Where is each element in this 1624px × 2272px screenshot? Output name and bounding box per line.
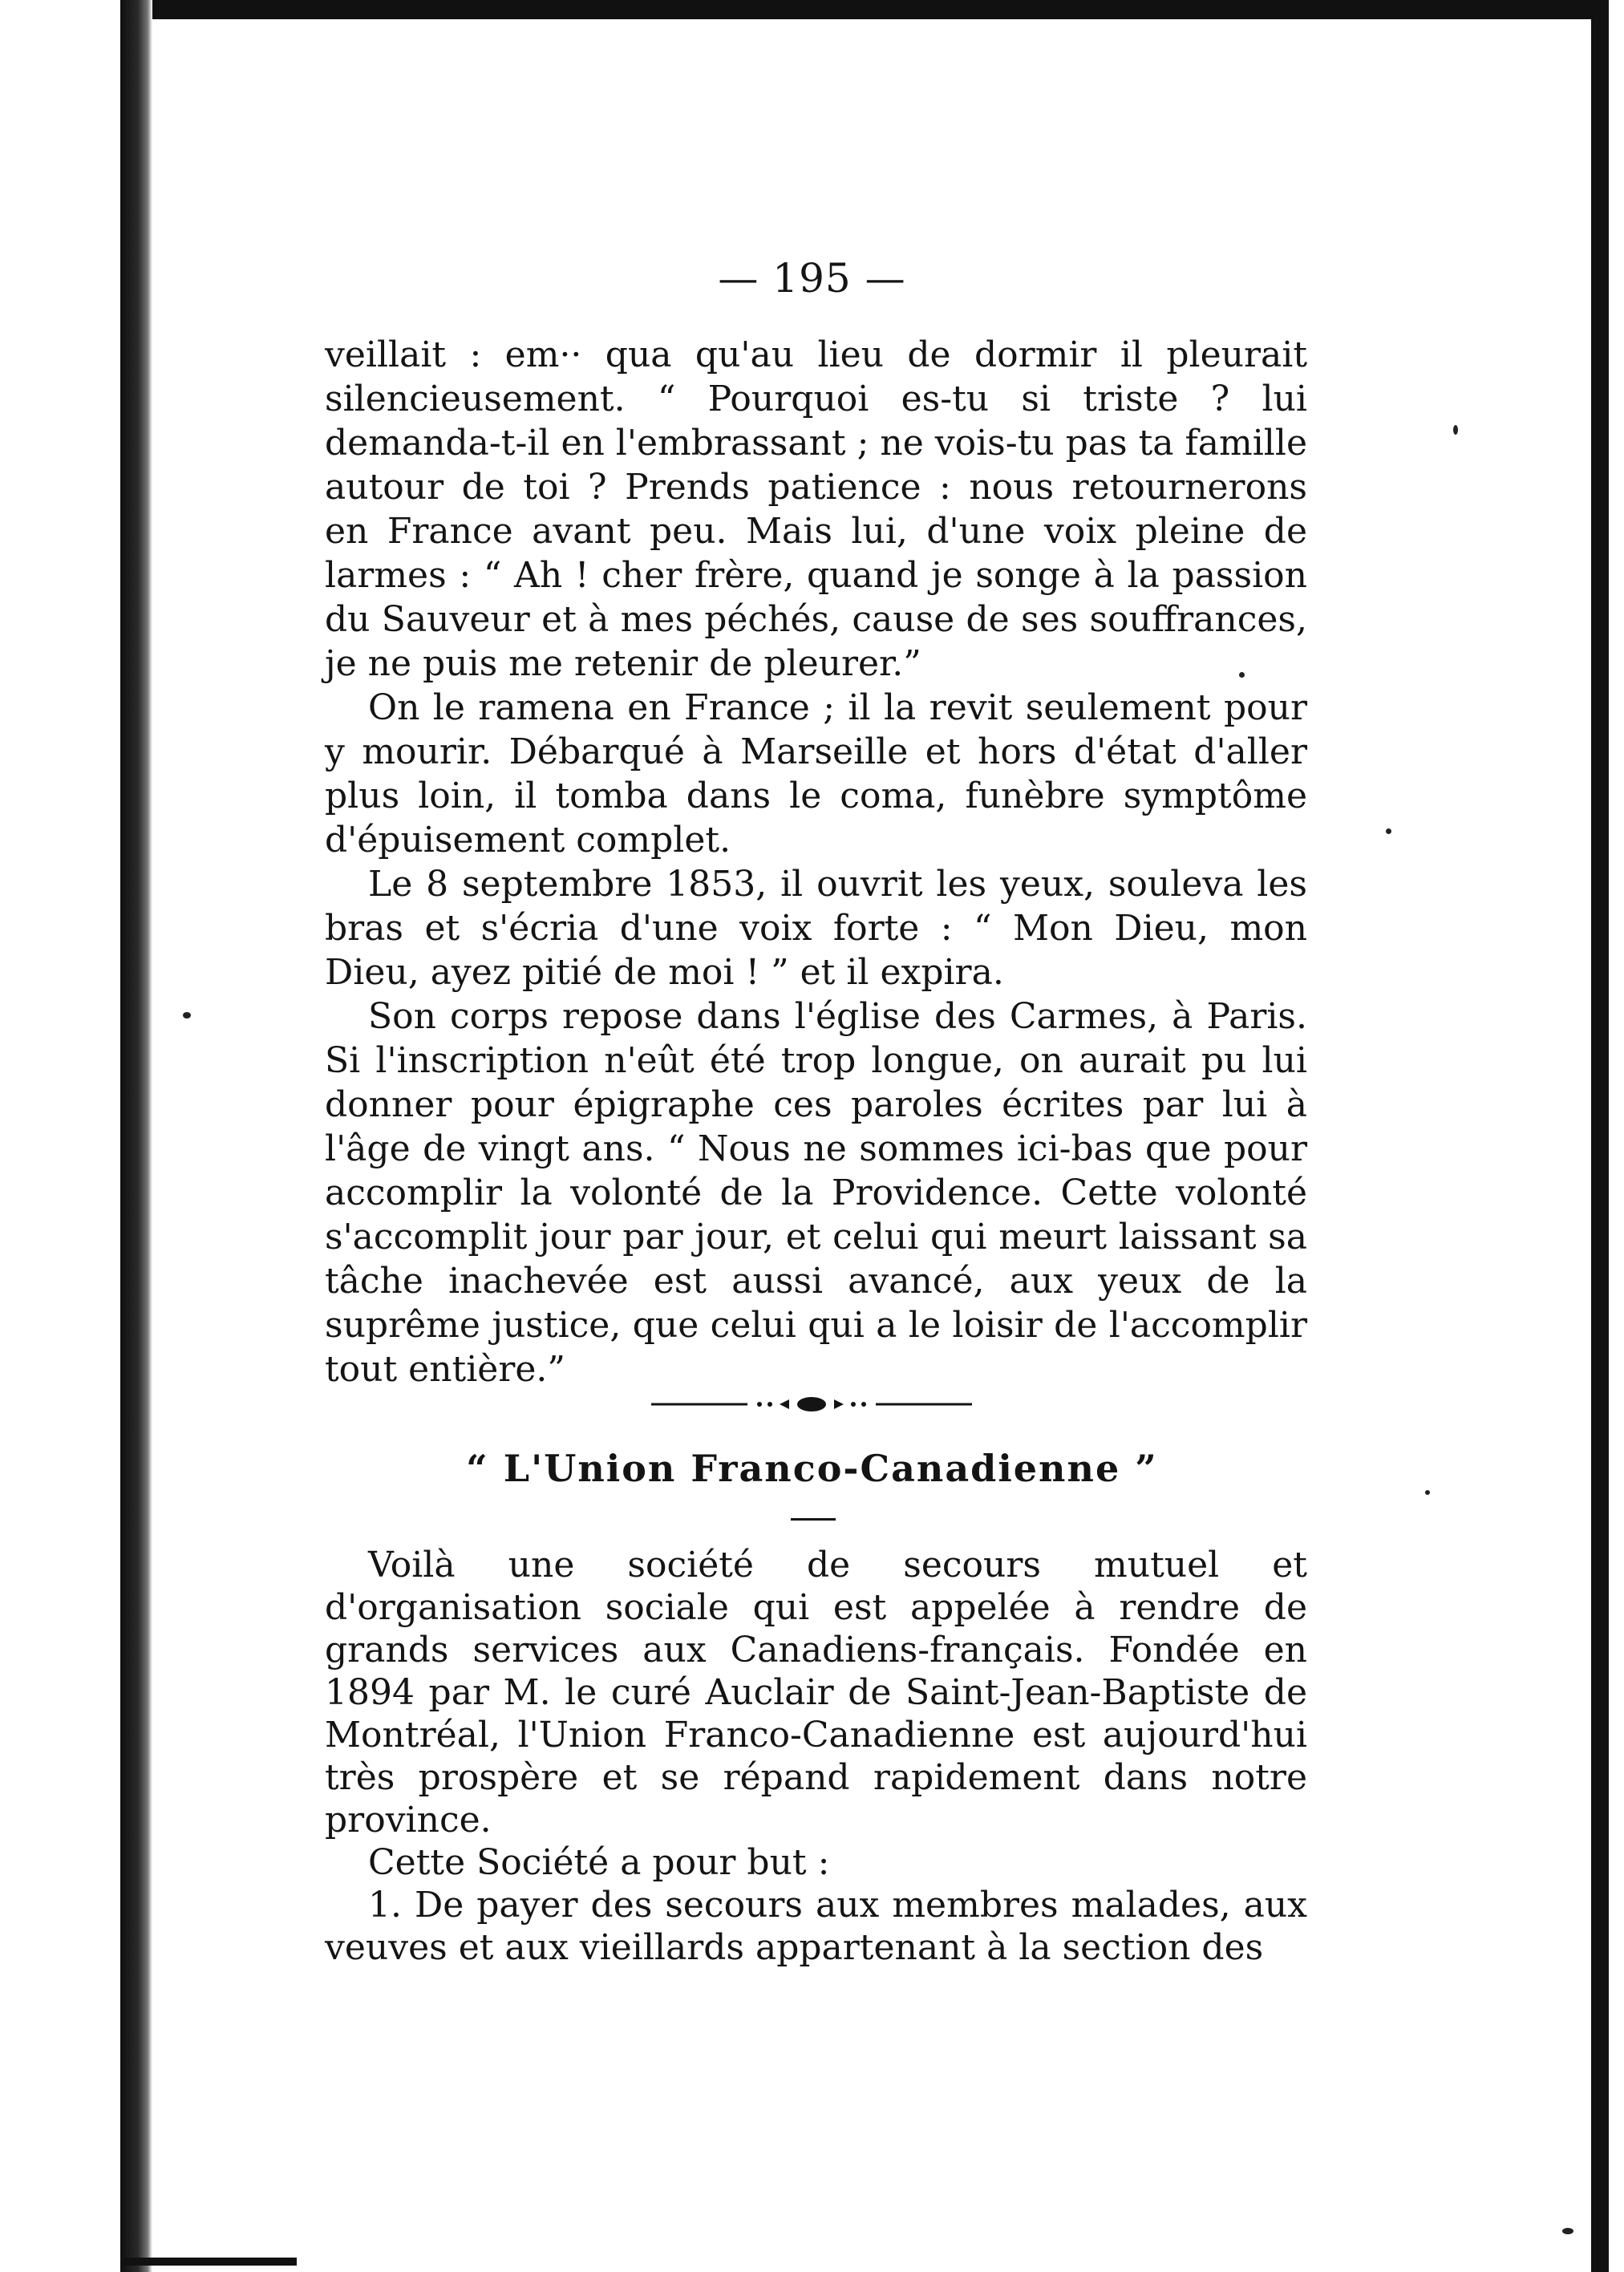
paragraph: Cette Société a pour but : (368, 1842, 830, 1883)
scan-speck (1386, 828, 1391, 834)
paragraph: Le 8 septembre 1853, il ouvrit les yeux, souleva les bras et s'écria d'une voix forte : “ Mon Dieu, mon Dieu, ayez pitié de moi ! ” et il expira. (325, 864, 1307, 993)
paragraph: On le ramena en France ; il la revit seulement pour y mourir. Débarqué à Marseille et hors d'état d'aller plus loin, il tomba dans le coma, funèbre symptôme d'épuisement complet. (325, 687, 1307, 861)
paragraph: Son corps repose dans l'église des Carmes, à Paris. Si l'inscription n'eût été trop longue, on aurait pu lui donner pour épigraphe ces paroles écrites par lui à l'âge de vingt ans. “ Nous ne sommes ici-bas que pour accomplir la volonté de la Providence. Cette volonté s'accomplit jour par jour, et celui qui meurt laissant sa tâche inachevée est aussi avancé, aux yeux de la suprême justice, que celui qui a le loisir de l'accomplir tout entière.” (325, 996, 1307, 1390)
scan-speck (1562, 2228, 1573, 2234)
heading-rule (791, 1518, 836, 1521)
biography-text (325, 333, 1307, 1391)
section-heading: “ L'Union Franco-Canadienne ” (466, 1447, 1158, 1490)
scan-right-border (1591, 0, 1609, 2272)
scan-left-border (120, 0, 152, 2272)
page-number: — 195 — (718, 255, 906, 302)
ornament-divider (651, 1394, 972, 1415)
scan-top-border (120, 0, 1604, 19)
scan-speck (183, 1012, 191, 1019)
scan-bottom-border (120, 2258, 297, 2266)
scan-speck (1453, 425, 1458, 435)
paragraph: Voilà une société de secours mutuel et d'organisation sociale qui est appelée à rendre de grands services aux Canadiens-français. Fondée en 1894 par M. le curé Auclair de Saint-Jean-Baptiste de Montréal, l'Union Franco-Canadienne est aujourd'hui très prospère et se répand rapidement dans notre province. (325, 1545, 1307, 1841)
paragraph: veillait : em·· qua qu'au lieu de dormir il pleurait silencieusement. “ Pourquoi es-tu si triste ? lui demanda-t-il en l'embrassant ; ne vois-tu pas ta famille autour de toi ? Prends patience : nous retournerons en France avant peu. Mais lui, d'une voix pleine de larmes : “ Ah ! cher frère, quand je songe à la passion du Sauveur et à mes péchés, cause de ses souffrances, je ne puis me retenir de pleurer.” (325, 334, 1307, 684)
union-text (325, 1544, 1307, 1969)
scan-speck (1425, 1490, 1430, 1495)
paragraph: 1. De payer des secours aux membres malades, aux veuves et aux vieillards appartenant à la section des (325, 1885, 1307, 1968)
